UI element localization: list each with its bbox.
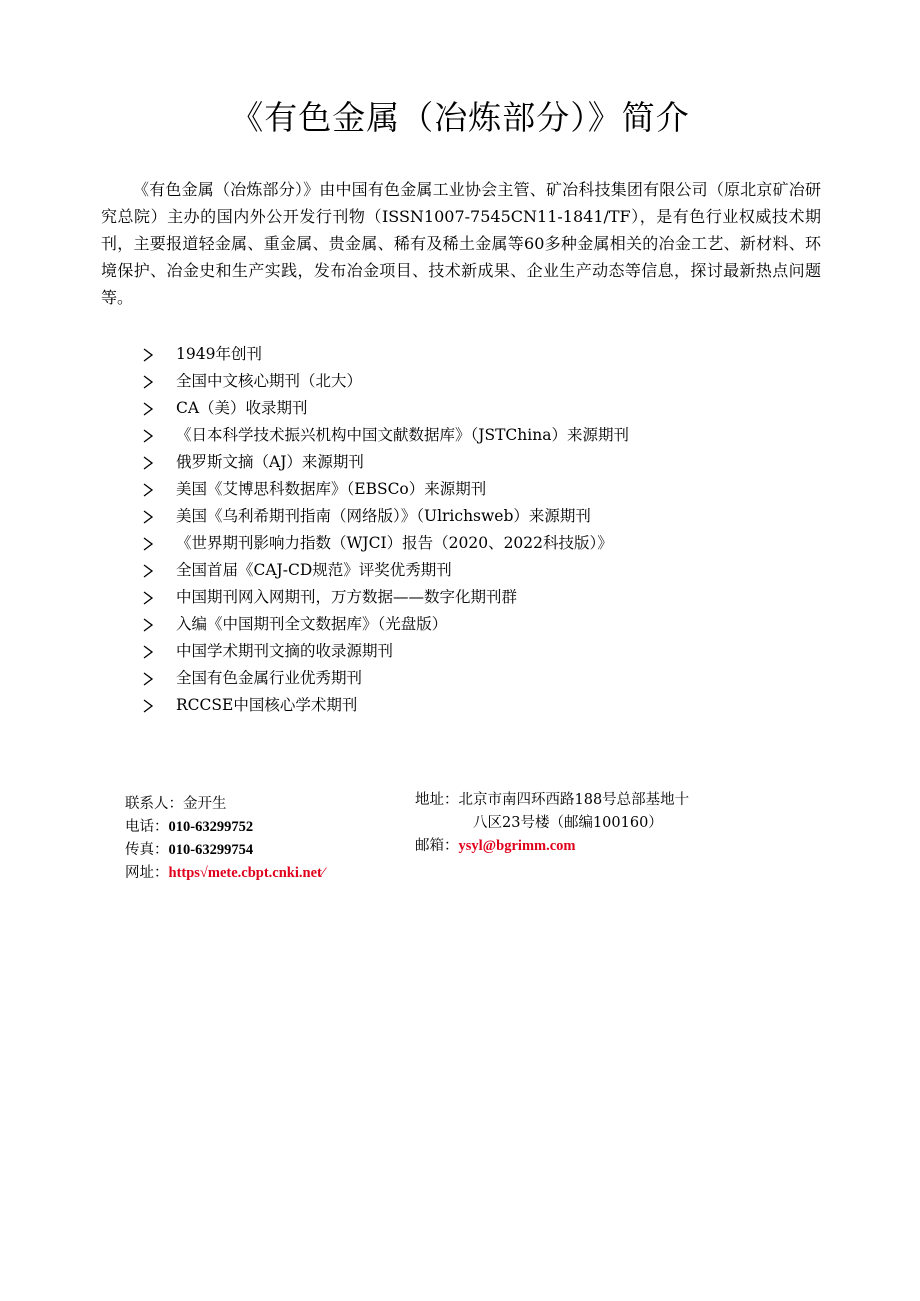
chevron-right-icon [142, 368, 176, 395]
contact-address-line2: 八区23号楼（邮编100160） [473, 815, 663, 831]
chevron-right-icon [142, 611, 176, 638]
contact-email-label: 邮箱： [415, 838, 459, 854]
feature-item [142, 503, 629, 530]
page-title: 《有色金属（冶炼部分）》简介 [230, 98, 690, 137]
feature-item [142, 611, 629, 638]
contact-fax-row [125, 839, 324, 862]
contact-web-label: 网址： [125, 865, 169, 881]
contact-left-block [125, 793, 324, 885]
contact-web-row [125, 862, 324, 885]
feature-text: CA（美）收录期刊 [176, 399, 308, 417]
feature-item [142, 584, 629, 611]
contact-person-value: 金开生 [183, 796, 227, 812]
feature-text: 1949年创刊 [176, 345, 262, 363]
feature-item [142, 665, 629, 692]
contact-web-link[interactable]: https√mete.cbpt.cnki.net⁄ [168, 865, 325, 881]
chevron-right-icon [142, 692, 176, 719]
feature-item [142, 530, 629, 557]
contact-address-cont-row [415, 812, 689, 835]
feature-item [142, 476, 629, 503]
chevron-right-icon [142, 422, 176, 449]
chevron-right-icon [142, 665, 176, 692]
feature-item [142, 395, 629, 422]
chevron-right-icon [142, 584, 176, 611]
feature-item [142, 422, 629, 449]
feature-item [142, 449, 629, 476]
chevron-right-icon [142, 449, 176, 476]
chevron-right-icon [142, 557, 176, 584]
feature-text: RCCSE中国核心学术期刊 [176, 696, 358, 714]
contact-person-row [125, 793, 324, 816]
contact-phone-row [125, 816, 324, 839]
contact-person-label: 联系人： [125, 796, 183, 812]
contact-phone-label: 电话： [125, 819, 169, 835]
feature-text: 俄罗斯文摘（AJ）来源期刊 [176, 453, 364, 471]
chevron-right-icon [142, 395, 176, 422]
chevron-right-icon [142, 476, 176, 503]
feature-text: 美国《艾博思科数据库》（EBSCo）来源期刊 [176, 480, 487, 498]
contact-fax-value: 010-63299754 [168, 842, 254, 858]
feature-text: 美国《乌利希期刊指南（网络版）》（Ulrichsweb）来源期刊 [176, 507, 591, 525]
chevron-right-icon [142, 530, 176, 557]
feature-text: 入编《中国期刊全文数据库》（光盘版） [176, 615, 448, 633]
contact-email-row [415, 835, 689, 858]
feature-text: 中国学术期刊文摘的收录源期刊 [176, 642, 394, 660]
contact-address-line1: 北京市南四环西路188号总部基地十 [458, 792, 690, 808]
contact-fax-label: 传真： [125, 842, 169, 858]
chevron-right-icon [142, 638, 176, 665]
feature-text: 中国期刊网入网期刊，万方数据——数字化期刊群 [176, 588, 518, 606]
feature-text: 全国有色金属行业优秀期刊 [176, 669, 363, 687]
feature-item [142, 341, 629, 368]
chevron-right-icon [142, 503, 176, 530]
feature-text: 全国首届《CAJ-CD规范》评奖优秀期刊 [176, 561, 452, 579]
contact-email-link[interactable]: ysyl@bgrimm.com [458, 838, 576, 854]
contact-address-row [415, 789, 689, 812]
feature-list [142, 341, 629, 719]
contact-address-label: 地址： [415, 792, 459, 808]
intro-paragraph: 《有色金属（冶炼部分）》由中国有色金属工业协会主管、矿冶科技集团有限公司（原北京矿冶研究总院）主办的国内外公开发行刊物（ISSN1007-7545CN11-1841/TF），是有色行业权威技术期刊，主要报道轻金属、重金属、贵金属、稀有及稀土金属等60多种金属相关的冶金工艺、新材料、环境保护、冶金史和生产实践，发布冶金项目、技术新成果、企业生产动态等信息，探讨最新热点问题等。 [101, 180, 821, 307]
feature-item [142, 638, 629, 665]
contact-right-block [415, 789, 689, 858]
feature-text: 全国中文核心期刊（北大） [176, 372, 363, 390]
contact-phone-value: 010-63299752 [168, 819, 254, 835]
feature-item [142, 557, 629, 584]
feature-item [142, 692, 629, 719]
chevron-right-icon [142, 341, 176, 368]
feature-item [142, 368, 629, 395]
feature-text: 《世界期刊影响力指数（WJCI）报告（2020、2022科技版）》 [176, 534, 613, 552]
feature-text: 《日本科学技术振兴机构中国文献数据库》（JSTChina）来源期刊 [176, 426, 629, 444]
